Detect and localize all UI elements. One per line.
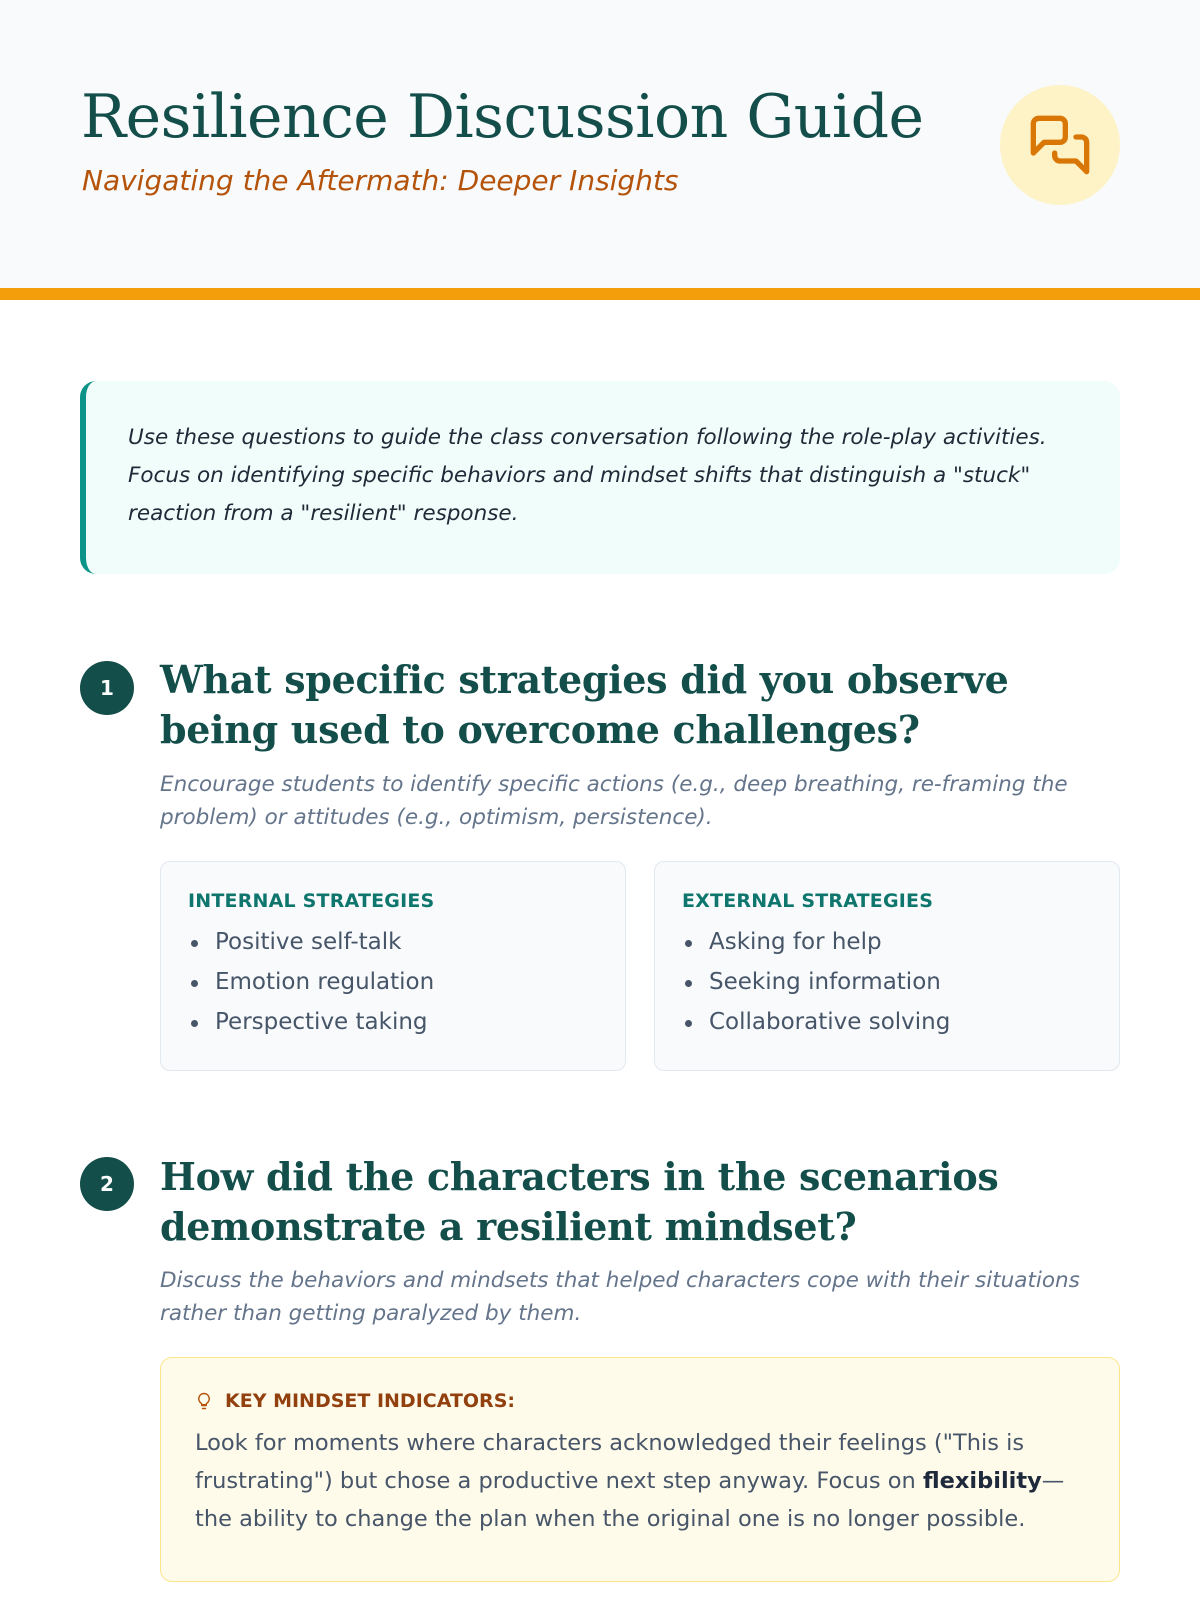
callout-emphasis: flexibility [922,1468,1042,1494]
page-title: Resilience Discussion Guide [81,82,924,152]
key-mindset-callout [160,1357,1120,1582]
page-subtitle: Navigating the Aftermath: Deeper Insights [82,164,679,197]
lightbulb-icon [195,1391,213,1411]
question-hint: Encourage students to identify specific actions (e.g., deep breathing, re-framing the problem) or attitudes (e.g., optimism, persistence). [160,772,1068,830]
question-hint: Discuss the behaviors and mindsets that helped characters cope with their situations rather than getting paralyzed by them. [160,1268,1080,1326]
callout-title: KEY MINDSET INDICATORS: [225,1390,515,1412]
list-item: Positive self-talk [188,922,599,962]
strategy-card-internal [160,861,626,1071]
list-item: Emotion regulation [188,962,599,1002]
intro-text: Use these questions to guide the class conversation following the role-play activities. Focus on identifying specific behaviors and mindset shifts that distinguish a "stuck" reaction from a "resilient" response. [128,425,1047,526]
card-title: INTERNAL STRATEGIES [188,890,435,912]
strategy-card-external [654,861,1120,1071]
list-item: Seeking information [682,962,1093,1002]
chat-bubbles-icon [1000,85,1120,205]
callout-text [195,1424,1085,1538]
callout-header [195,1390,1085,1412]
question-number-badge: 2 [80,1157,134,1211]
intro-callout [80,381,1120,574]
list-item: Collaborative solving [682,1002,1093,1042]
list-item: Asking for help [682,922,1093,962]
callout-text-part: —the ability to change the plan when the original one is no longer possible. [195,1468,1065,1532]
card-title: EXTERNAL STRATEGIES [682,890,934,912]
callout-text-part: Look for moments where characters acknowledged their feelings ("This is frustrating") but chose a productive next step anyway. Focus on [195,1430,1025,1494]
list-item: Perspective taking [188,1002,599,1042]
strategy-list [682,922,1093,1042]
strategy-list [188,922,599,1042]
question-title: What specific strategies did you observe being used to overcome challenges? [160,657,1009,752]
question-title: How did the characters in the scenarios demonstrate a resilient mindset? [160,1154,999,1249]
header [0,0,1200,288]
question-number-badge: 1 [80,661,134,715]
header-accent-bar [0,288,1200,300]
